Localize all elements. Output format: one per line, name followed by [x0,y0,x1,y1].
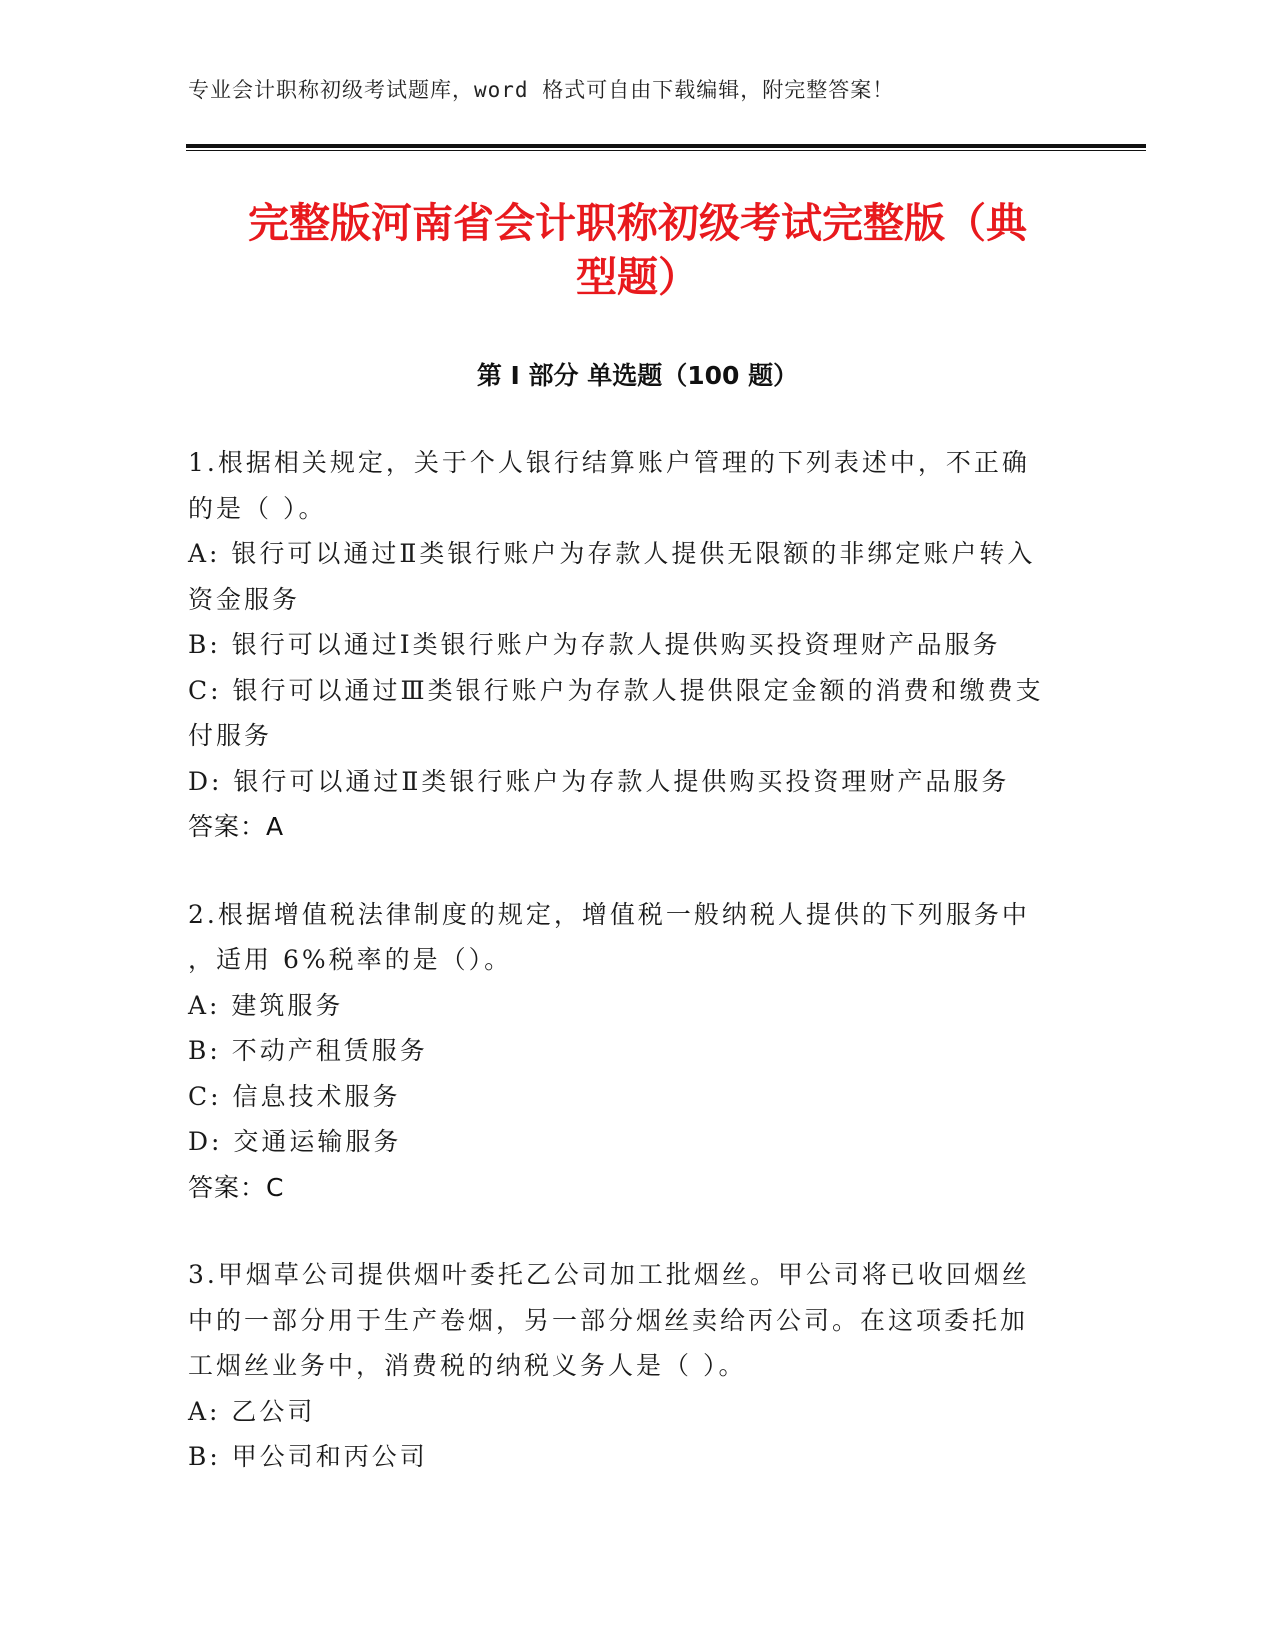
answer-line: 答案：C [188,1172,285,1202]
answer-line: 答案：A [188,812,285,841]
option-line: A: 乙公司 [188,1396,316,1426]
question-stem-line: 3.甲烟草公司提供烟叶委托乙公司加工批烟丝。甲公司将已收回烟丝 [188,1260,1030,1289]
header-rule-thick [186,144,1146,148]
question-list [188,440,1068,1522]
question-stem-line: 的是（ ）。 [188,493,327,523]
title-line: 完整版河南省会计职称初级考试完整版（典 [248,199,1027,247]
document-title [160,196,1115,304]
question-stem-line: ，适用 6%税率的是（）。 [188,945,513,974]
option-line: C: 信息技术服务 [188,1081,401,1111]
question-block [188,1252,1068,1480]
question-block [188,440,1068,850]
question-block [188,892,1068,1211]
option-line: 付服务 [188,721,273,750]
question-stem-line: 中的一部分用于生产卷烟，另一部分烟丝卖给丙公司。在这项委托加 [188,1305,1029,1335]
option-line: A: 建筑服务 [188,990,344,1020]
title-line: 型题） [576,253,699,301]
option-line: B: 银行可以通过Ⅰ类银行账户为存款人提供购买投资理财产品服务 [188,630,1001,659]
section-title: 第 I 部分 单选题（100 题） [476,361,799,390]
question-stem-line: 1.根据相关规定，关于个人银行结算账户管理的下列表述中，不正确 [188,448,1030,477]
option-line: B: 甲公司和丙公司 [188,1442,428,1471]
option-line: B: 不动产租赁服务 [188,1036,428,1065]
header-rule-thin [186,150,1146,151]
option-line: A: 银行可以通过Ⅱ类银行账户为存款人提供无限额的非绑定账户转入 [188,539,1036,568]
option-line: C: 银行可以通过Ⅲ类银行账户为存款人提供限定金额的消费和缴费支 [188,675,1044,705]
option-line: D: 交通运输服务 [188,1127,402,1156]
option-line: D: 银行可以通过Ⅱ类银行账户为存款人提供购买投资理财产品服务 [188,766,1010,796]
question-stem-line: 工烟丝业务中，消费税的纳税义务人是（ ）。 [188,1351,747,1380]
option-line: 资金服务 [188,584,301,614]
header-note: 专业会计职称初级考试题库，word 格式可自由下载编辑，附完整答案！ [188,78,895,102]
question-stem-line: 2.根据增值税法律制度的规定，增值税一般纳税人提供的下列服务中 [188,899,1030,929]
